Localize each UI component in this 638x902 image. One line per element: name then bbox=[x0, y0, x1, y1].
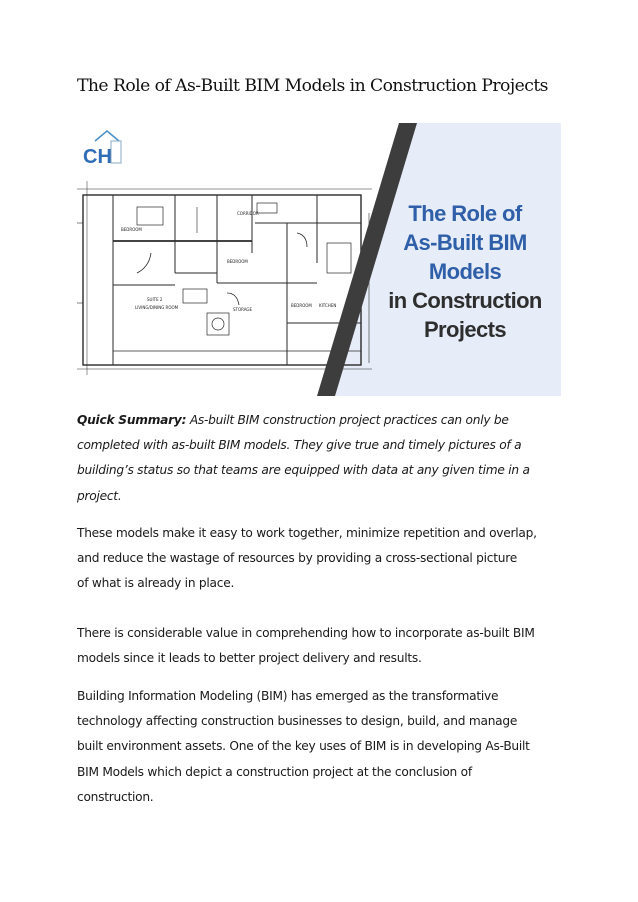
logo-text: CH bbox=[83, 146, 112, 168]
plan-label: BEDROOM bbox=[121, 227, 142, 232]
plan-label: BEDROOM bbox=[291, 303, 312, 308]
summary-line: project. bbox=[77, 488, 122, 503]
plan-label: STORAGE bbox=[233, 307, 253, 312]
paragraph-line: BIM Models which depict a construction project at the conclusion of bbox=[77, 764, 472, 779]
body-paragraph bbox=[77, 621, 567, 671]
hero-heading-line: As-Built BIM bbox=[403, 230, 527, 255]
hero-heading-line: The Role of bbox=[408, 201, 522, 226]
hero-heading-line: Projects bbox=[423, 317, 507, 342]
paragraph-line: There is considerable value in comprehending how to incorporate as-built BIM bbox=[77, 626, 535, 640]
plan-label: LIVING/DINING ROOM bbox=[135, 305, 179, 310]
summary-text: As-built BIM construction project practices can only be bbox=[186, 413, 509, 427]
paragraph-line: models since it leads to better project delivery and results. bbox=[77, 651, 422, 666]
summary-line bbox=[77, 408, 567, 433]
paragraph-line: These models make it easy to work together, minimize repetition and overlap, bbox=[77, 526, 537, 540]
paragraph-line: and reduce the wastage of resources by providing a cross-sectional picture bbox=[77, 551, 517, 566]
quick-summary-paragraph bbox=[77, 408, 567, 509]
paragraph-line: technology affecting construction businesses to design, build, and manage bbox=[77, 714, 518, 729]
paragraph-line: construction. bbox=[77, 789, 154, 804]
plan-label: BEDROOM bbox=[227, 259, 248, 264]
hero-image bbox=[77, 123, 561, 396]
hero-heading bbox=[377, 199, 553, 344]
hero-heading-line: in Construction bbox=[388, 288, 542, 313]
plan-label: CORRIDOR bbox=[237, 211, 259, 216]
hero-heading-line: Models bbox=[428, 259, 502, 284]
summary-line: completed with as-built BIM models. They give true and timely pictures of a bbox=[77, 438, 522, 453]
body-paragraph bbox=[77, 684, 567, 810]
floor-plan-drawing bbox=[77, 181, 372, 375]
paragraph-line: built environment assets. One of the key uses of BIM is in developing As-Built bbox=[77, 739, 530, 754]
summary-label: Quick Summary: bbox=[77, 413, 187, 427]
document-title: The Role of As-Built BIM Models in Construction Projects bbox=[77, 76, 548, 96]
plan-label: KITCHEN bbox=[319, 303, 337, 308]
summary-line: building’s status so that teams are equipped with data at any given time in a bbox=[77, 463, 530, 478]
ch-logo bbox=[83, 131, 121, 168]
floor-plan-labels bbox=[121, 211, 336, 312]
paragraph-line: Building Information Modeling (BIM) has emerged as the transformative bbox=[77, 689, 499, 703]
paragraph-line: of what is already in place. bbox=[77, 576, 235, 591]
body-paragraph bbox=[77, 521, 567, 597]
plan-label: SUITE 2 bbox=[147, 297, 163, 302]
